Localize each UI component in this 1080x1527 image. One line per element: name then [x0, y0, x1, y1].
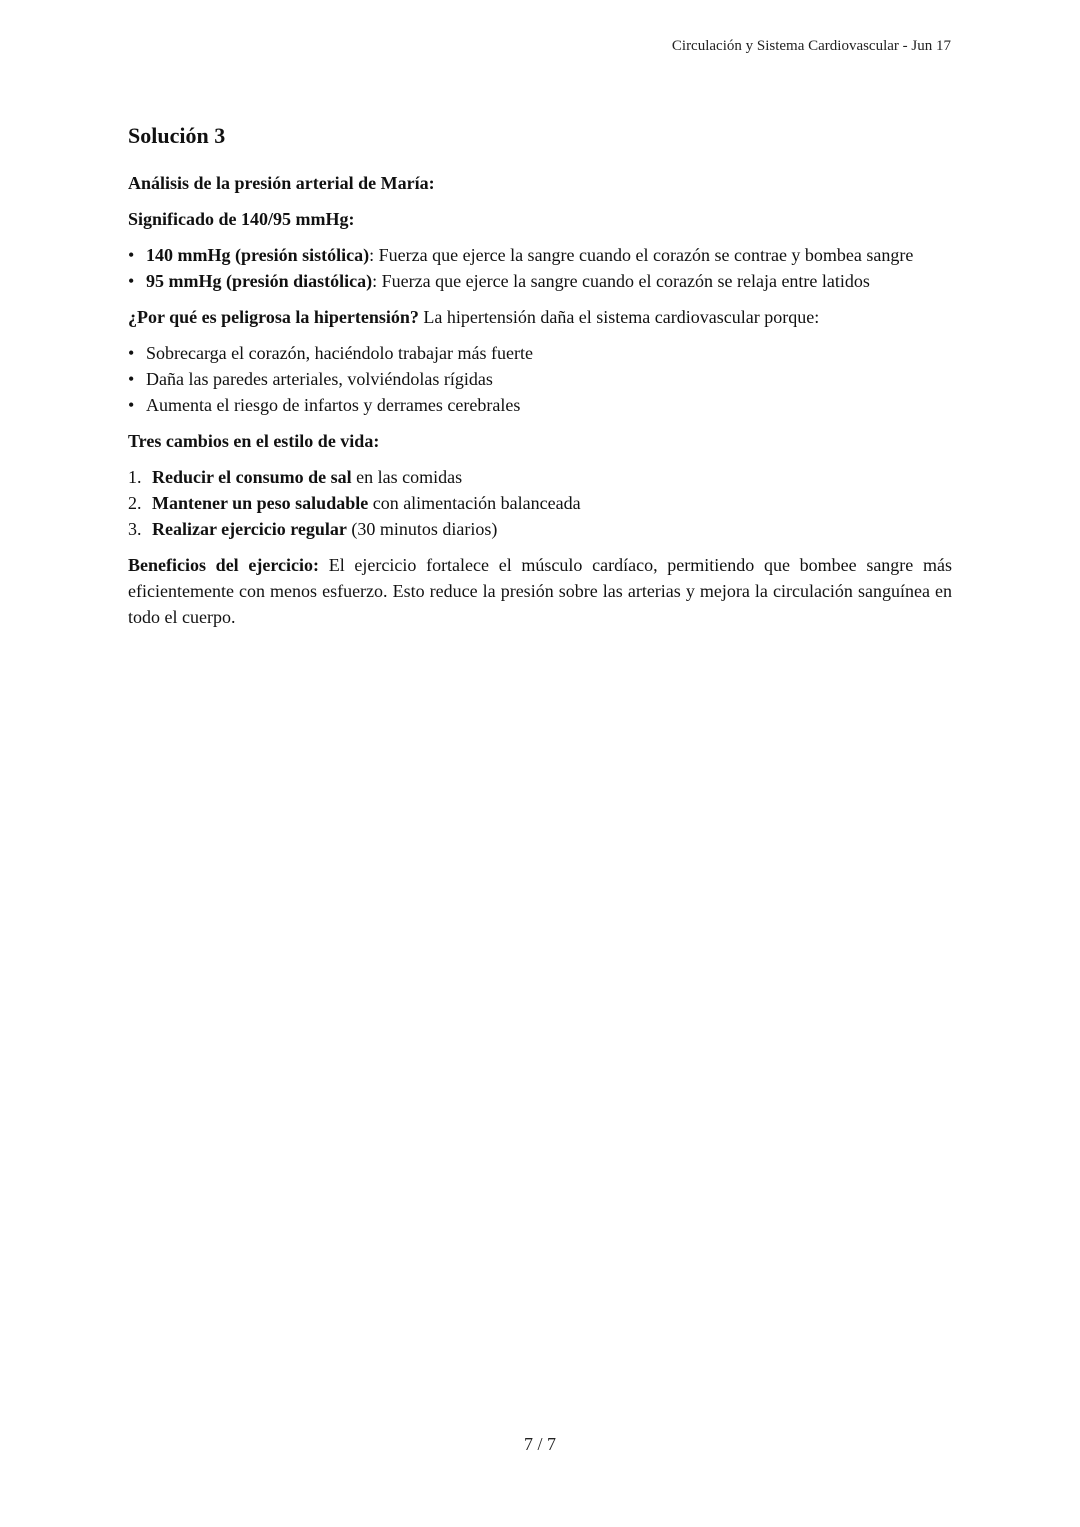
danger-question: ¿Por qué es peligrosa la hipertensión?: [128, 307, 419, 327]
analysis-heading: Análisis de la presión arterial de María:: [128, 173, 435, 193]
list-item: [128, 242, 952, 268]
benefits-paragraph: [128, 552, 952, 630]
list-item: [128, 464, 952, 490]
benefits-text: El ejercicio fortalece el músculo cardíaco, permitiendo que bombee sangre más eficientemente con menos esfuerzo. Esto reduce la presión sobre las arterias y mejora la circulación sanguínea en todo el cuerpo.: [128, 555, 952, 627]
danger-text: La hipertensión daña el sistema cardiovascular porque:: [418, 307, 820, 327]
list-item: [128, 268, 952, 294]
list-item-text: : Fuerza que ejerce la sangre cuando el corazón se contrae y bombea sangre: [369, 245, 914, 265]
list-item: [128, 490, 952, 516]
list-item-term: Reducir el consumo de sal: [152, 467, 352, 487]
list-item-text: con alimentación balanceada: [368, 493, 581, 513]
list-item: • Daña las paredes arteriales, volviéndolas rígidas: [128, 366, 952, 392]
pressure-list: [128, 242, 952, 294]
page-number: 7 / 7: [523, 1434, 556, 1454]
list-item-text: : Fuerza que ejerce la sangre cuando el corazón se relaja entre latidos: [372, 271, 870, 291]
list-item-text: en las comidas: [351, 467, 463, 487]
list-item-term: 140 mmHg (presión sistólica): [146, 245, 370, 265]
lifestyle-list: [128, 464, 952, 542]
danger-paragraph: [128, 304, 952, 330]
danger-list: [128, 340, 952, 418]
list-item: [128, 516, 952, 542]
list-item-text: (30 minutos diarios): [346, 519, 498, 539]
list-number: 2.: [128, 493, 142, 513]
running-header: Circulación y Sistema Cardiovascular - Jun 17: [671, 38, 951, 54]
lifestyle-heading: Tres cambios en el estilo de vida:: [128, 431, 380, 451]
list-item-term: Realizar ejercicio regular: [152, 519, 347, 539]
list-item-term: Mantener un peso saludable: [152, 493, 369, 513]
list-number: 1.: [128, 467, 142, 487]
list-item-term: 95 mmHg (presión diastólica): [146, 271, 373, 291]
section-title: Solución 3: [128, 123, 226, 148]
document-body: [128, 120, 952, 630]
list-item: • Aumenta el riesgo de infartos y derrames cerebrales: [128, 392, 952, 418]
list-item: • Sobrecarga el corazón, haciéndolo trabajar más fuerte: [128, 340, 952, 366]
meaning-heading: Significado de 140/95 mmHg:: [128, 209, 355, 229]
list-number: 3.: [128, 519, 142, 539]
benefits-label: Beneficios del ejercicio:: [128, 555, 320, 575]
